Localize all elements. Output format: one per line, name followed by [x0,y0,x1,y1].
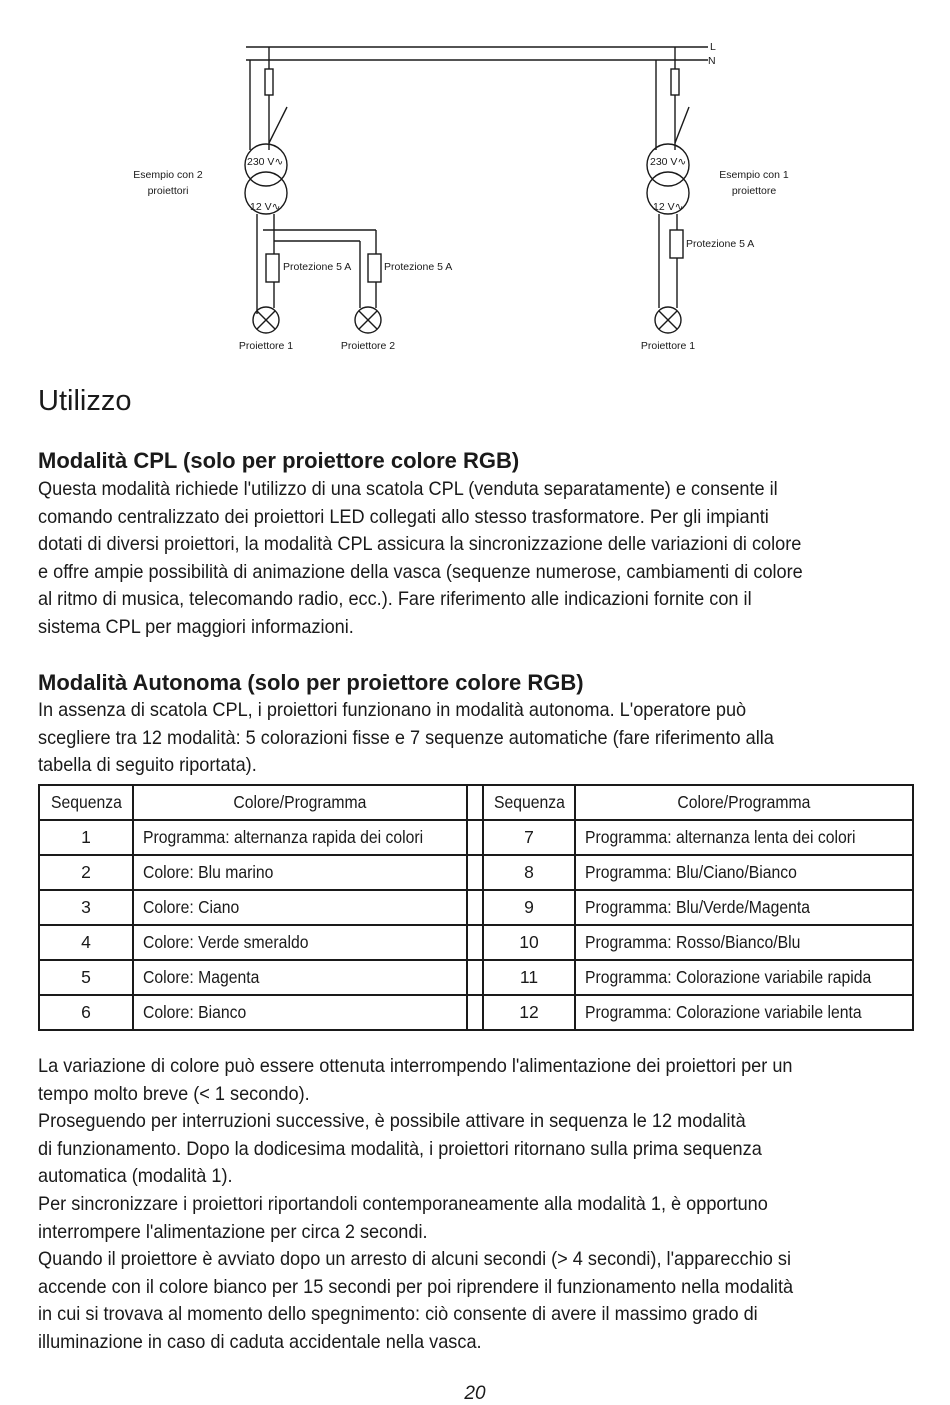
header-sequence-left: Sequenza [39,785,133,820]
autonoma-title: Modalità Autonoma (solo per proiettore colore RGB) [38,670,584,695]
seq-cell: 1 [39,820,133,855]
program-cell: Colore: Bianco [133,995,467,1030]
program-cell: Colore: Magenta [133,960,467,995]
cpl-line: al ritmo di musica, telecomando radio, ecc.). Fare riferimento alle indicazioni fornite con il [38,588,752,611]
closing-line: automatica (modalità 1). [38,1165,233,1188]
closing-line: Quando il proiettore è avviato dopo un arresto di alcuni secondi (> 4 secondi), l'apparecchio si [38,1248,791,1271]
line-n-label: N [708,55,716,67]
cpl-title: Modalità CPL (solo per proiettore colore RGB) [38,448,520,473]
closing-line: in cui si trovava al momento dello spegnimento: ciò consente di avere il massimo grado di [38,1303,758,1326]
left-primary-voltage: 230 V∿ [247,156,284,168]
cpl-line: comando centralizzato dei proiettori LED collegati allo stesso trasformatore. Per gli impianti [38,505,769,528]
seq-cell: 11 [483,960,575,995]
table-gap [467,820,483,855]
sequence-table [38,784,914,1031]
cpl-line: dotati di diversi proiettori, la modalità CPL assicura la sincronizzazione delle variazioni di colore [38,533,802,556]
closing-line: accende con il colore bianco per 15 secondi per poi riprendere il funzionamento nella modalità [38,1275,794,1298]
autonoma-line: scegliere tra 12 modalità: 5 colorazioni fisse e 7 sequenze automatiche (fare riferimento alla [38,726,774,749]
right-example-label-2: proiettore [731,185,777,197]
table-gap [467,925,483,960]
table-row [39,820,913,855]
right-secondary-voltage: 12 V∿ [653,201,684,213]
closing-line: Proseguendo per interruzioni successive, è possibile attivare in sequenza le 12 modalità [38,1110,746,1133]
header-program-right: Colore/Programma [575,785,913,820]
line-l-label: L [710,41,716,53]
closing-line: illuminazione in caso di caduta accidentale nella vasca. [38,1330,482,1353]
closing-line: interrompere l'alimentazione per circa 2 secondi. [38,1220,428,1243]
cpl-line: e offre ampie possibilità di animazione della vasca (sequenze numerose, cambiamenti di colore [38,560,803,583]
table-row [39,890,913,925]
projector-2-label: Proiettore 2 [340,340,396,352]
program-cell: Programma: Blu/Verde/Magenta [575,890,913,925]
header-program-left: Colore/Programma [133,785,467,820]
projector-1-label-left: Proiettore 1 [238,340,294,352]
table-gap [467,855,483,890]
table-row [39,960,913,995]
seq-cell: 9 [483,890,575,925]
seq-cell: 10 [483,925,575,960]
program-cell: Programma: alternanza lenta dei colori [575,820,913,855]
seq-cell: 12 [483,995,575,1030]
seq-cell: 5 [39,960,133,995]
table-gap [467,785,483,820]
program-cell: Programma: Blu/Ciano/Bianco [575,855,913,890]
page-number: 20 [464,1383,486,1404]
closing-line: tempo molto breve (< 1 secondo). [38,1082,310,1105]
left-secondary-voltage: 12 V∿ [250,201,281,213]
wiring-diagram [0,0,950,365]
seq-cell: 3 [39,890,133,925]
cpl-paragraph [38,476,918,642]
protection-label-left-1: Protezione 5 A [283,261,352,273]
cpl-line: Questa modalità richiede l'utilizzo di una scatola CPL (venduta separatamente) e consente il [38,478,778,500]
table-gap [467,995,483,1030]
left-example-label-2: proiettori [147,185,189,197]
table-row [39,995,913,1030]
autonoma-line: tabella di seguito riportata). [38,754,257,777]
program-cell: Colore: Blu marino [133,855,467,890]
program-cell: Programma: Rosso/Bianco/Blu [575,925,913,960]
program-cell: Programma: alternanza rapida dei colori [133,820,467,855]
program-cell: Colore: Verde smeraldo [133,925,467,960]
cpl-line: sistema CPL per maggiori informazioni. [38,615,354,638]
table-gap [467,890,483,925]
seq-cell: 2 [39,855,133,890]
program-cell: Programma: Colorazione variabile lenta [575,995,913,1030]
closing-line: La variazione di colore può essere ottenuta interrompendo l'alimentazione dei proiettori per un [38,1055,793,1077]
autonoma-paragraph [38,697,918,780]
program-cell: Programma: Colorazione variabile rapida [575,960,913,995]
protection-label-left-2: Protezione 5 A [384,261,453,273]
closing-paragraph [38,1053,918,1357]
right-example-label-1: Esempio con 1 [719,169,789,181]
table-header-row [39,785,913,820]
seq-cell: 4 [39,925,133,960]
section-heading: Utilizzo [38,385,132,417]
table-row [39,925,913,960]
seq-cell: 6 [39,995,133,1030]
table-row [39,855,913,890]
autonoma-line: In assenza di scatola CPL, i proiettori funzionano in modalità autonoma. L'operatore può [38,699,747,721]
left-example-label-1: Esempio con 2 [133,169,203,181]
closing-line: Per sincronizzare i proiettori riportandoli contemporaneamente alla modalità 1, è opportuno [38,1192,768,1215]
header-sequence-right: Sequenza [483,785,575,820]
projector-1-label-right: Proiettore 1 [640,340,696,352]
seq-cell: 8 [483,855,575,890]
program-cell: Colore: Ciano [133,890,467,925]
table-gap [467,960,483,995]
closing-line: di funzionamento. Dopo la dodicesima modalità, i proiettori ritornano sulla prima sequenza [38,1137,762,1160]
protection-label-right: Protezione 5 A [686,238,755,250]
seq-cell: 7 [483,820,575,855]
right-primary-voltage: 230 V∿ [650,156,687,168]
